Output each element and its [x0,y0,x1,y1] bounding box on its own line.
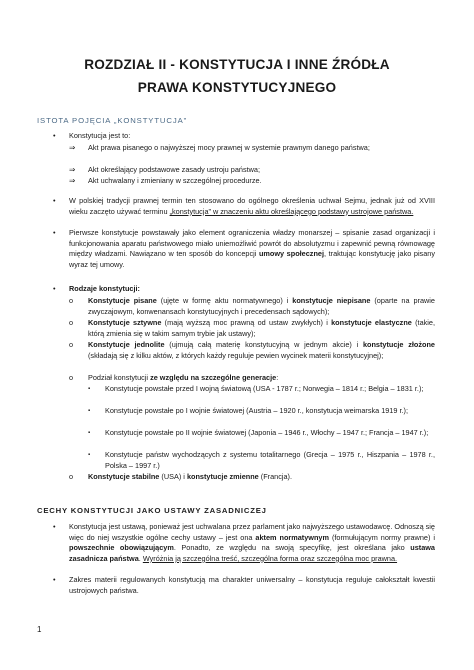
type-generations [88,373,435,384]
bullet-marker: • [53,575,56,584]
term-complex: konstytucje złożone [362,340,435,349]
paragraph-statute-text-d: . Ponadto, ze względu na swoją specyfikę, jest określana jako [173,543,411,553]
square-marker: ▪ [88,386,91,392]
term-written: Konstytucje pisane [88,296,157,305]
definition-intro: Konstytucja jest to: [69,131,131,140]
types-heading: Rodzaje konstytucji: [69,284,140,293]
generation-item-2: Konstytucje powstałe po I wojnie światowej (Austria – 1920 r., konstytucja weimarska 1919 r.); [105,406,408,415]
type-uniform-text: (ujmują całą materię konstytucyjną w jednym akcie) i [164,340,363,349]
paragraph-tradition [69,196,435,217]
paragraph-tradition-text: W polskiej tradycji prawnej termin ten stosowano do ogólnego określenia uchwał Sejmu, jednak już od XVIII wieku zaczęto używać terminu [69,196,435,216]
term-generations: ze względu na szczególne generacje [150,373,277,382]
paragraph-statute-text-c: (formułującym normy prawne) i [328,532,435,542]
definition-item-2: Akt określający podstawowe zasady ustroju państwa; [88,165,260,174]
type-stable-tail: (Francja). [258,472,292,481]
definition-item-3: Akt uchwalany i zmieniany w szczególnej procedurze. [88,176,262,185]
term-social-contract: umowy społecznej [258,249,324,259]
type-generations-text: Podział konstytucji [88,373,151,382]
paragraph-statute-text-a: Konstytucja jest ustawą, ponieważ jest uchwalana przez parlament jako najwyższego ustawodawcę. Odnoszą się więc do niej wszystkie ogólne cechy ustawy – jest ona [69,522,435,542]
type-rigid-tail: (takie, którą zmienia się w takim samym trybie jak ustawy); [88,318,435,338]
bullet-marker: • [53,228,56,237]
type-stable-text: (USA) i [159,472,187,481]
term-universally-binding: powszechnie obowiązującym [69,543,174,553]
circle-marker: o [69,340,74,349]
chapter-title-line-2: PRAWA KONSTYTUCYJNEGO [137,80,337,95]
square-marker: ▪ [88,430,91,436]
type-stable [88,472,435,483]
arrow-marker: ⇒ [69,176,76,185]
term-fundamental-law: ustawa zasadnicza państwa [69,543,435,563]
paragraph-statute-underlined: Wyróżnia ją szczególna treść, szczególna forma oraz szczególna moc prawna. [142,553,398,563]
circle-marker: o [69,472,74,481]
chapter-title-line-1: ROZDZIAŁ II - KONSTYTUCJA I INNE ŹRÓDŁA [84,57,390,72]
term-changeable: konstytucje zmienne [186,472,259,481]
type-written-tail: (oparte na prawie zwyczajowym, konwenansach konstytucyjnych i precedensach sądowych); [88,296,435,316]
type-written-text: (ujęte w formę aktu normatywnego) i [156,296,293,305]
circle-marker: o [69,318,74,327]
arrow-marker: ⇒ [69,143,76,152]
bullet-marker: • [53,522,56,531]
section-heading-features: CECHY KONSTYTUCJI JAKO USTAWY ZASADNICZEJ [37,506,267,515]
bullet-marker: • [53,131,56,140]
generation-item-4: Konstytucje państw wychodzących z systemu totalitarnego (Grecja – 1975 r., Hiszpania – 1978 r., Polska – 1997 r.) [105,450,435,470]
paragraph-tradition-underlined: „konstytucja” w znaczeniu aktu określającego podstawy ustrojowe państwa. [169,206,414,216]
page-number: 1 [37,625,42,634]
section-heading-definition: ISTOTA POJĘCIA „KONSTYTUCJA” [37,116,188,125]
generation-item-1: Konstytucje powstałe przed I wojną światową (USA - 1787 r.; Norwegia – 1814 r.; Belgia – 1831 r.); [105,384,424,393]
type-rigid [88,318,435,339]
paragraph-first-constitutions [69,228,435,270]
term-stable: Konstytucje stabilne [88,472,160,481]
square-marker: ▪ [88,452,91,458]
paragraph-statute [69,522,435,564]
paragraph-statute-text-e: . [138,553,143,563]
type-uniform [88,340,435,361]
type-uniform-tail: (składają się z kilku aktów, z których każdy reguluje pewien wycinek materii konstytucyjnej); [88,350,384,360]
paragraph-first-constitutions-tail: , traktując konstytucję jako pisany wyraz tej umowy. [69,249,435,269]
term-normative-act: aktem normatywnym [255,532,329,542]
term-uniform: Konstytucje jednolite [88,340,165,349]
circle-marker: o [69,373,74,382]
term-flexible: konstytucje elastyczne [331,318,412,327]
type-written [88,296,435,317]
circle-marker: o [69,296,74,305]
definition-item-1: Akt prawa pisanego o najwyższej mocy prawnej w systemie prawnym danego państwa; [88,143,370,152]
type-generations-tail: : [276,373,279,382]
paragraph-scope: Zakres materii regulowanych konstytucją ma charakter uniwersalny – konstytucja reguluje całokształt kwestii ustrojowych państwa. [69,575,435,595]
bullet-marker: • [53,196,56,205]
arrow-marker: ⇒ [69,165,76,174]
term-rigid: Konstytucje sztywne [88,318,162,327]
paragraph-first-constitutions-text: Pierwsze konstytucje powstawały jako element ograniczenia władzy monarszej – spisanie zasad organizacji i funkcjonowania aparatu państwowego miało uniemożliwić powrót do absolutyzmu i zapewnić pewną równowagę między władzami. Nawiązano w ten sposób do koncepcji [69,228,435,259]
generation-item-3: Konstytucje powstałe po II wojnie światowej (Japonia – 1946 r., Włochy – 1947 r.; Francja – 1947 r.); [105,428,429,437]
bullet-marker: • [53,284,56,293]
term-unwritten: konstytucje niepisane [292,296,371,305]
square-marker: ▪ [88,408,91,414]
type-rigid-text: (mają wyższą moc prawną od ustaw zwykłych) i [161,318,332,327]
